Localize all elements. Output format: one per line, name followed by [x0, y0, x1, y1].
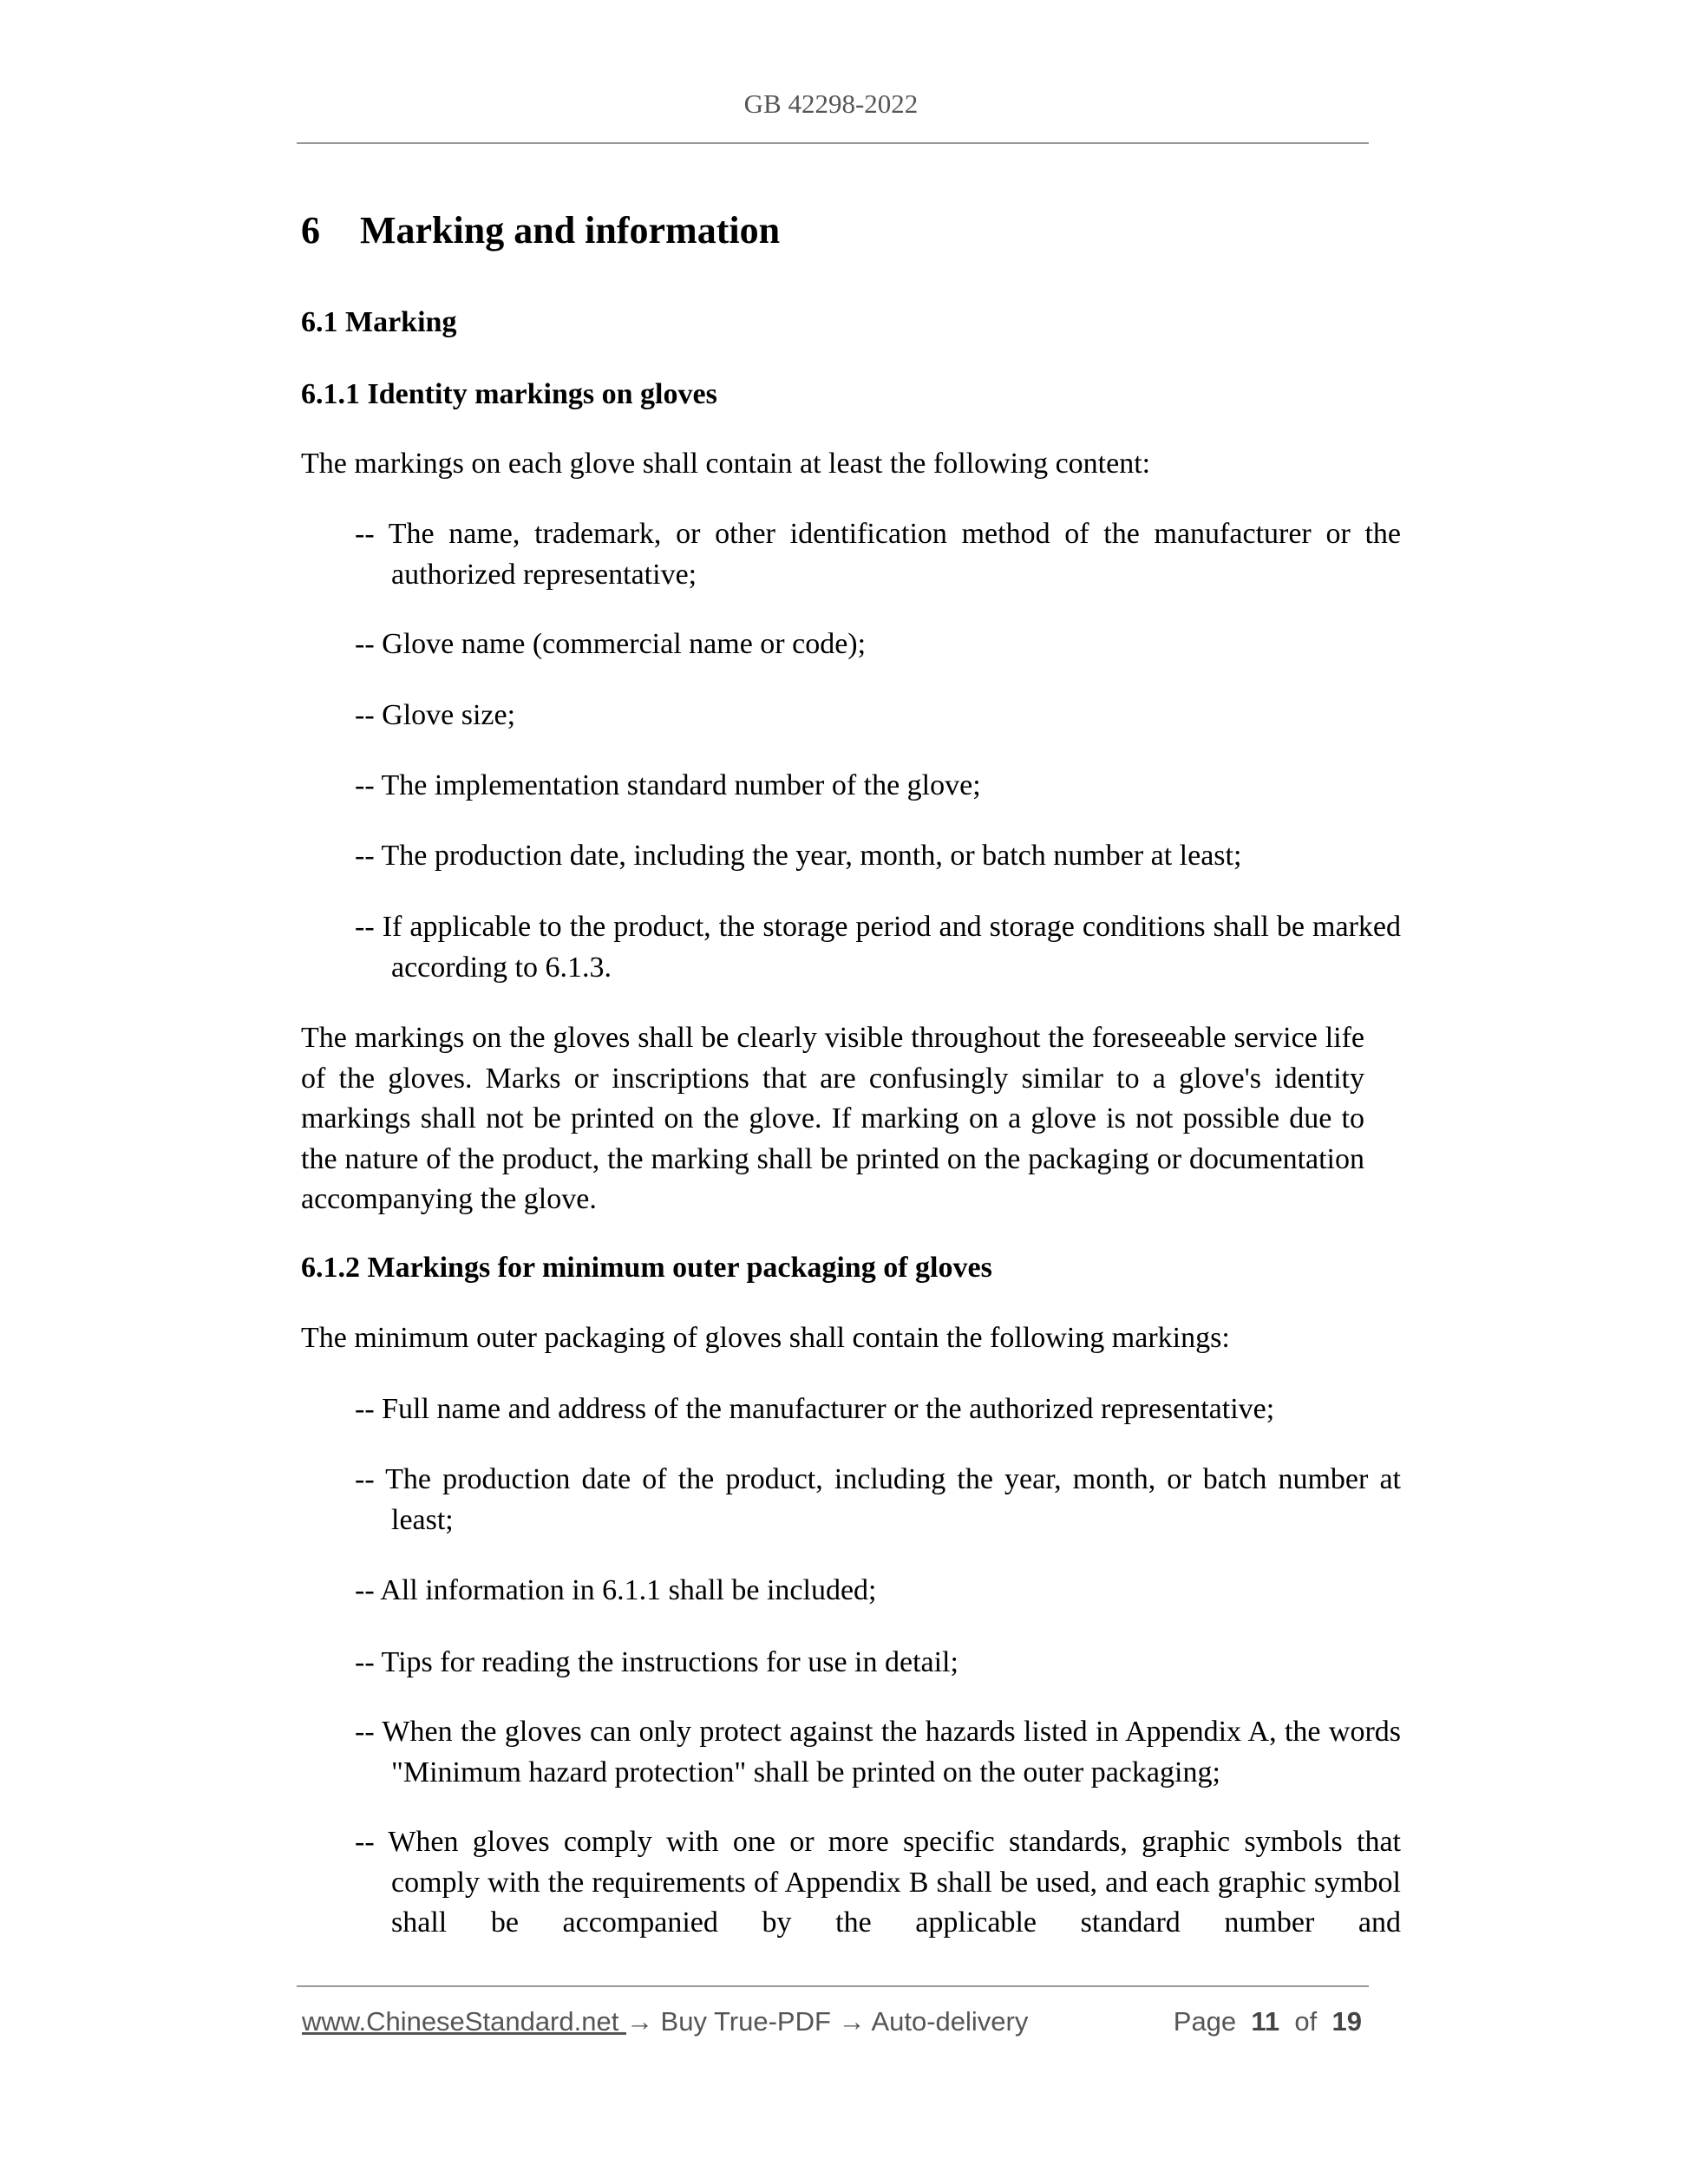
footer-divider — [297, 1985, 1369, 1987]
list-item: -- Glove name (commercial name or code); — [355, 628, 867, 660]
list-item: -- Full name and address of the manufacturer or the authorized representative; — [355, 1393, 1275, 1425]
buy-pdf-text: Buy True-PDF — [652, 2006, 839, 2037]
paragraph: The minimum outer packaging of gloves shall contain the following markings: — [301, 1322, 1230, 1354]
list-item: -- Glove size; — [355, 699, 516, 731]
list-item: -- The name, trademark, or other identification method of the manufacturer or the authorized representative; — [355, 518, 1401, 591]
paragraph: The markings on the gloves shall be clearly visible throughout the foreseeable service life of the gloves. Marks or inscriptions that are confusingly similar to a glove's identity markings shall not be printed on the glove. If marking on a glove is not possible due to the nature of the product, the marking shall be printed on the packaging or documentation accompanying the glove. — [301, 1022, 1364, 1215]
page-label: Page — [1173, 2006, 1237, 2037]
subsection-heading-6-1-2: 6.1.2 Markings for minimum outer packaging of gloves — [301, 1252, 992, 1284]
section-title: Marking and information — [360, 209, 781, 252]
page-indicator — [1174, 2006, 1362, 2037]
subsection-heading-6-1: 6.1 Marking — [301, 306, 457, 338]
auto-delivery-text: Auto-delivery — [865, 2006, 1029, 2037]
section-heading — [301, 206, 1364, 255]
list-item: -- The production date, including the year, month, or batch number at least; — [355, 840, 1242, 872]
total-pages: 19 — [1331, 2006, 1362, 2037]
list-item: -- All information in 6.1.1 shall be included; — [355, 1574, 877, 1606]
subsection-heading-6-1-1: 6.1.1 Identity markings on gloves — [301, 378, 717, 410]
paragraph: The markings on each glove shall contain at least the following content: — [301, 448, 1151, 480]
list-item: -- Tips for reading the instructions for use in detail; — [355, 1646, 958, 1678]
list-item: -- When the gloves can only protect against the hazards listed in Appendix A, the words "Minimum hazard protection" shall be printed on the outer packaging; — [355, 1716, 1401, 1788]
header-divider — [297, 142, 1369, 144]
website-link[interactable]: www.ChineseStandard.net — [302, 2006, 626, 2037]
arrow-icon: → — [625, 2006, 653, 2037]
list-item: -- When gloves comply with one or more specific standards, graphic symbols that comply with the requirements of Appendix B shall be used, and each graphic symbol shall be accompanied by the applicable standard number and — [355, 1826, 1401, 1939]
list-item: -- If applicable to the product, the storage period and storage conditions shall be marked according to 6.1.3. — [355, 911, 1401, 984]
of-label: of — [1294, 2006, 1318, 2037]
list-item: -- The implementation standard number of the glove; — [355, 769, 981, 801]
list-item: -- The production date of the product, including the year, month, or batch number at least; — [355, 1463, 1401, 1536]
page-number: 11 — [1251, 2006, 1280, 2037]
arrow-icon: → — [838, 2006, 866, 2037]
section-number: 6 — [301, 209, 320, 252]
footer — [302, 2006, 1362, 2037]
document-id-header: GB 42298-2022 — [743, 88, 919, 119]
